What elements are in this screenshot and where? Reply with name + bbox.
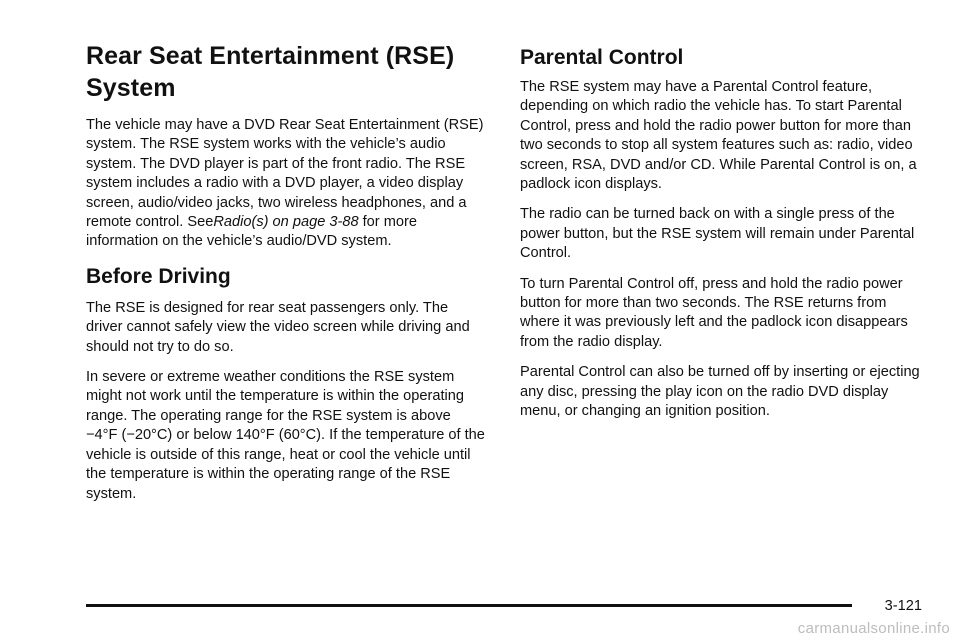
page-number: 3-121 [884,598,922,614]
intro-text: The vehicle may have a DVD Rear Seat Entertainment (RSE) system. The RSE system works with the vehicle’s audio system. The DVD player is part of the front radio. The RSE system includes a radio with a DVD player, a video display screen, audio/video jacks, two wireless headphones, and a remote control. See [86,117,484,231]
left-column [86,40,486,515]
footer-rule [86,604,852,607]
parental-control-paragraph-4: Parental Control can also be turned off by inserting or ejecting any disc, pressing the play icon on the radio DVD display menu, or changing an ignition position. [520,364,920,420]
intro-tail: for more information on the vehicle’s audio/DVD system. [86,214,417,250]
parental-control-paragraph-2: The radio can be turned back on with a single press of the power button, but the RSE system will remain under Parental Control. [520,206,915,262]
parental-control-paragraph-1: The RSE system may have a Parental Control feature, depending on which radio the vehicle has. To start Parental Control, press and hold the radio power button for more than two seconds to stop all system features such as: radio, video screen, RSA, DVD and/or CD. While Parental Control is on, a padlock icon displays. [520,79,917,193]
radio-reference-link[interactable]: Radio(s) on page 3-88 [213,214,359,231]
section-title: Rear Seat Entertainment (RSE) System [86,42,455,102]
parental-control-paragraph-3: To turn Parental Control off, press and hold the radio power button for more than two seconds. The RSE returns from where it was previously left and the padlock icon disappears from the radio display. [520,275,908,350]
watermark: carmanualsonline.info [797,620,950,637]
intro-paragraph [86,116,486,252]
before-driving-paragraph-1: The RSE is designed for rear seat passengers only. The driver cannot safely view the video screen while driving and should not try to do so. [86,299,470,355]
parental-control-heading: Parental Control [520,46,684,69]
right-column [520,40,920,433]
before-driving-heading: Before Driving [86,264,231,288]
before-driving-paragraph-2: In severe or extreme weather conditions the RSE system might not work until the temperature is within the operating range. The operating range for the RSE system is above −4°F (−20°C) or below 140°F (60°C). If the temperature of the vehicle is outside of this range, heat or cool the vehicle until the temperature is within the operating range of the RSE system. [86,369,485,502]
